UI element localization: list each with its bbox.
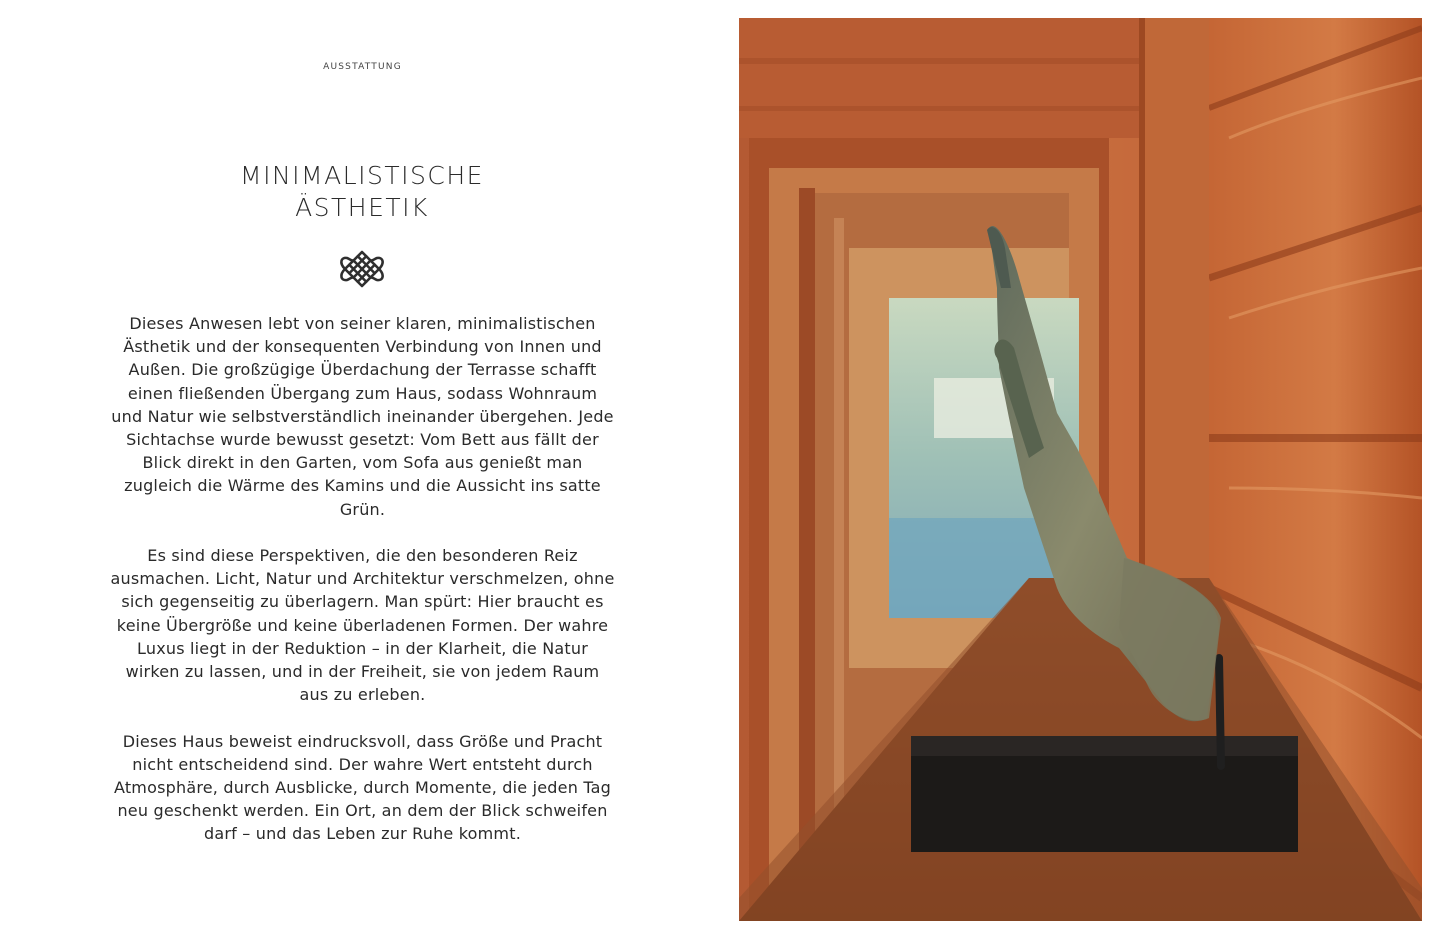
endless-knot-icon [338, 249, 386, 289]
title-line-1: MINIMALISTISCHE [240, 161, 484, 190]
paragraph-1: Dieses Anwesen lebt von seiner klaren, minimalistischen Ästhetik und der konsequenten Verbindung von Innen und Außen. Die großzügige Überdachung der Terrasse schafft einen fließenden Übergang zum Haus, sodass Wohnraum und Natur wie selbstverständlich ineinander übergehen. Jede Sichtachse wurde bewusst gesetzt: Vom Bett aus fällt der Blick direkt in den Garten, vom Sofa aus genießt man zugleich die Wärme des Kamins und die Aussicht ins satte Grün. [111, 314, 614, 519]
section-eyebrow: AUSSTATTUNG [323, 62, 402, 72]
title-line-2: ÄSTHETIK [295, 193, 429, 222]
page-title [162, 160, 562, 224]
buddha-hand-sculpture-photo [739, 18, 1422, 921]
body-copy [110, 312, 615, 869]
paragraph-3: Dieses Haus beweist eindrucksvoll, dass Größe und Pracht nicht entscheidend sind. Der wahre Wert entsteht durch Atmosphäre, durch Ausblicke, durch Momente, die jeden Tag neu geschenkt werden. Ein Ort, an dem der Blick schweifen darf – und das Leben zur Ruhe kommt. [113, 731, 612, 844]
paragraph-2: Es sind diese Perspektiven, die den besonderen Reiz ausmachen. Licht, Natur und Architektur verschmelzen, ohne sich gegenseitig zu überlagern. Man spürt: Hier braucht es keine Übergröße und keine überladenen Formen. Der wahre Luxus liegt in der Reduktion – in der Klarheit, die Natur wirken zu lassen, und in der Freiheit, sie von jedem Raum aus zu erleben. [110, 546, 615, 705]
